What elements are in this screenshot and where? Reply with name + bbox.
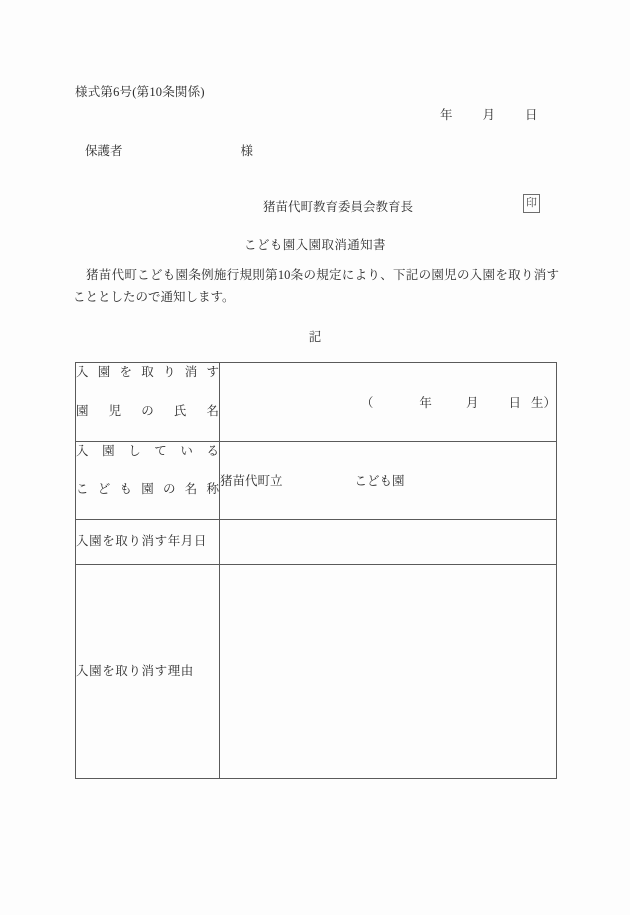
table-row xyxy=(76,565,557,779)
row-label-line1: 入園を取り消す xyxy=(76,365,219,379)
birthdate-year-label: 年 xyxy=(419,395,432,410)
addressee-row xyxy=(85,141,253,159)
issuer-name: 猪苗代町教育委員会教育長 xyxy=(263,200,414,214)
date-line xyxy=(440,105,538,123)
cancel-reason-value-cell[interactable] xyxy=(220,565,557,779)
form-number: 様式第6号(第10条関係) xyxy=(75,85,205,99)
row-label-line1: 入園を取り消す年月日 xyxy=(76,534,208,549)
entry-table xyxy=(75,362,557,779)
birthdate-close-paren: ） xyxy=(543,395,556,410)
body-paragraph: 猪苗代町こども園条例施行規則第10条の規定により、下記の園児の入園を取り消すこととしたので通知します。 xyxy=(73,268,559,304)
seal-stamp-icon: 印 xyxy=(523,194,540,213)
record-marker: 記 xyxy=(308,330,322,344)
table-row xyxy=(76,441,557,520)
row-label-line1: 入園を取り消す理由 xyxy=(76,663,194,678)
date-day-label: 日 xyxy=(525,108,538,122)
date-month-label: 月 xyxy=(482,108,496,122)
school-name-suffix: こども園 xyxy=(354,474,405,489)
birthdate-birth-label: 生 xyxy=(530,395,544,410)
child-name-value-cell[interactable] xyxy=(220,363,557,442)
cancel-date-value-cell[interactable] xyxy=(220,520,557,565)
addressee-honorific: 様 xyxy=(240,144,254,158)
school-name-prefix: 猪苗代町立 xyxy=(220,474,283,489)
birthdate-open-paren: （ xyxy=(360,395,374,410)
row-label-line1: 入園している xyxy=(76,443,219,458)
date-year-label: 年 xyxy=(440,108,453,122)
row-label-line2: 園児の氏名 xyxy=(76,403,219,418)
row-label-school-name xyxy=(76,441,220,520)
row-label-child-name xyxy=(76,363,220,442)
row-label-cancel-reason xyxy=(76,565,220,779)
row-label-cancel-date xyxy=(76,520,220,565)
page-title: こども園入園取消通知書 xyxy=(244,238,386,252)
row-label-line2: こども園の名称 xyxy=(76,482,219,497)
addressee-label: 保護者 xyxy=(85,144,123,158)
school-name-value-cell[interactable] xyxy=(220,441,557,520)
table-row xyxy=(76,363,557,442)
birthdate-month-label: 月 xyxy=(465,395,479,410)
table-row xyxy=(76,520,557,565)
birthdate-day-label: 日 xyxy=(508,395,521,410)
